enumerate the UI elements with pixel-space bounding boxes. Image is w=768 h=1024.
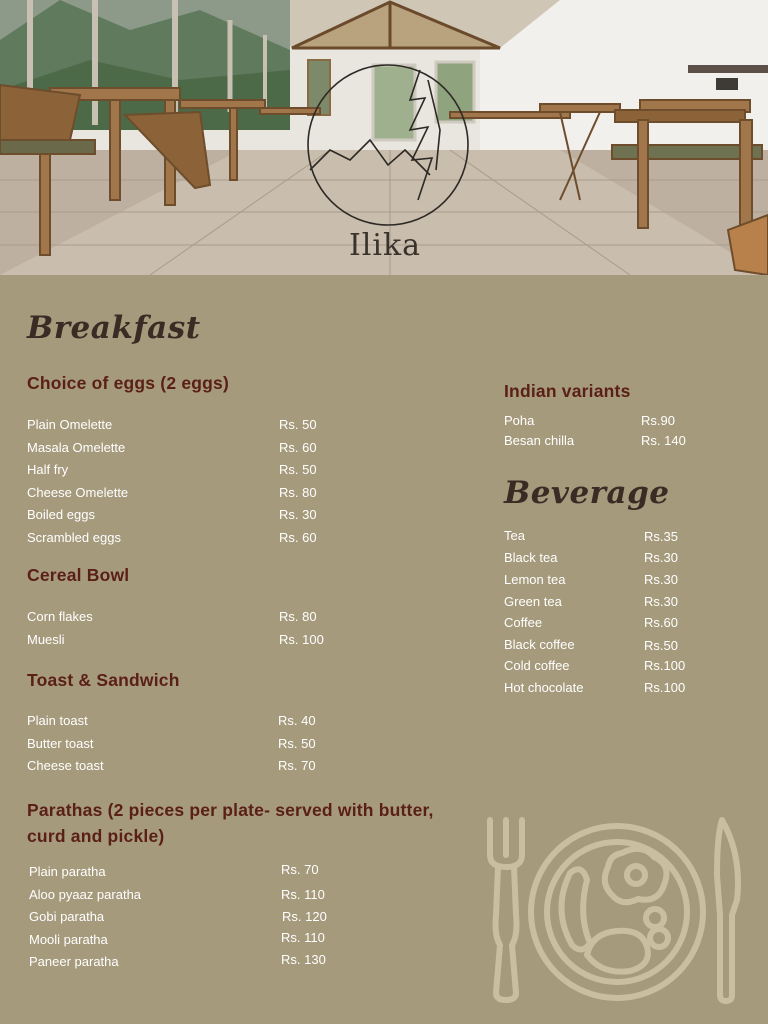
- item-price: Rs. 70: [278, 758, 316, 773]
- indian-variants-title: Indian variants: [504, 381, 631, 401]
- item-price: Rs.100: [644, 680, 686, 695]
- item-name: Scrambled eggs: [27, 529, 121, 545]
- indian-variants-list: [504, 413, 744, 453]
- cereal-section-title: Cereal Bowl: [27, 565, 130, 585]
- item-name: Aloo pyaaz paratha: [29, 886, 142, 902]
- plate-fork-knife-icon: [482, 815, 747, 1010]
- menu-item: [504, 433, 744, 453]
- beverage-list: [504, 528, 744, 702]
- item-price: Rs. 110: [281, 929, 325, 945]
- menu-item: [27, 736, 387, 759]
- hero-restaurant-photo: [0, 0, 768, 275]
- item-price: Rs. 50: [279, 417, 317, 432]
- item-price: Rs. 110: [281, 886, 325, 902]
- toast-section-title: Toast & Sandwich: [27, 670, 180, 690]
- item-name: Black coffee: [504, 637, 575, 652]
- item-name: Plain Omelette: [27, 417, 113, 432]
- item-price: Rs. 50: [278, 735, 316, 751]
- item-name: Corn flakes: [27, 609, 93, 624]
- item-name: Butter toast: [27, 735, 94, 751]
- menu-item: [504, 594, 744, 615]
- beverage-title: Beverage: [504, 475, 670, 511]
- menu-item: [504, 658, 744, 680]
- item-price: Rs. 100: [279, 631, 324, 647]
- item-price: Rs. 140: [641, 433, 686, 448]
- menu-item: [504, 413, 744, 433]
- eggs-list: [27, 417, 387, 552]
- menu-item: [29, 929, 389, 955]
- item-name: Muesli: [27, 631, 65, 647]
- menu-item: [27, 632, 387, 655]
- item-name: Hot chocolate: [504, 680, 584, 695]
- item-name: Paneer paratha: [29, 954, 119, 969]
- breakfast-title: Breakfast: [27, 310, 201, 346]
- item-price: Rs.30: [644, 572, 678, 587]
- item-price: Rs. 70: [281, 862, 319, 877]
- item-name: Besan chilla: [504, 433, 575, 448]
- menu-item: [29, 909, 389, 932]
- parathas-section-title: Parathas (2 pieces per plate- served with butter, curd and pickle): [27, 800, 434, 846]
- item-price: Rs.100: [644, 658, 686, 673]
- menu-item: [27, 417, 387, 440]
- item-name: Black tea: [504, 550, 558, 565]
- item-name: Mooli paratha: [29, 931, 108, 947]
- menu-item: [29, 887, 389, 910]
- item-name: Lemon tea: [504, 572, 566, 587]
- menu-item: [504, 528, 744, 550]
- menu-item: [27, 507, 387, 530]
- item-price: Rs.90: [641, 413, 675, 428]
- toast-list: [27, 713, 387, 781]
- item-price: Rs.50: [644, 638, 678, 653]
- item-name: Gobi paratha: [29, 909, 105, 924]
- item-price: Rs. 40: [278, 713, 316, 728]
- parathas-list: [29, 864, 389, 977]
- item-price: Rs.30: [644, 550, 678, 565]
- menu-item: [27, 609, 387, 632]
- menu-item: [504, 615, 744, 637]
- item-price: Rs. 30: [279, 507, 317, 522]
- item-price: Rs. 80: [279, 609, 317, 624]
- eggs-section-title: Choice of eggs (2 eggs): [27, 373, 229, 393]
- item-name: Half fry: [27, 462, 69, 477]
- menu-item: [27, 530, 387, 553]
- menu-item: [504, 680, 744, 702]
- item-price: Rs. 60: [279, 529, 317, 545]
- menu-item: [27, 440, 387, 463]
- menu-item: [504, 637, 744, 658]
- item-name: Cold coffee: [504, 658, 570, 673]
- menu-item: [27, 713, 387, 736]
- item-price: Rs.30: [644, 594, 678, 609]
- item-name: Cheese toast: [27, 758, 104, 773]
- menu-item: [504, 572, 744, 594]
- item-name: Masala Omelette: [27, 439, 126, 455]
- menu-item: [29, 954, 389, 977]
- item-name: Poha: [504, 413, 535, 428]
- item-name: Boiled eggs: [27, 507, 95, 522]
- item-price: Rs. 50: [279, 462, 317, 477]
- item-name: Plain toast: [27, 713, 88, 728]
- item-name: Cheese Omelette: [27, 484, 129, 500]
- item-name: Coffee: [504, 615, 543, 630]
- brand-logo-text: Ilika: [348, 228, 422, 263]
- item-price: Rs. 130: [281, 952, 326, 967]
- menu-item: [27, 462, 387, 485]
- item-price: Rs.60: [644, 615, 678, 630]
- menu-item: [27, 485, 387, 508]
- item-price: Rs. 80: [279, 484, 317, 500]
- menu-item: [504, 550, 744, 572]
- item-name: Tea: [504, 528, 525, 543]
- item-name: Green tea: [504, 594, 562, 609]
- item-price: Rs. 120: [282, 909, 327, 924]
- item-price: Rs.35: [644, 529, 678, 544]
- cereal-list: [27, 609, 387, 654]
- menu-item: [27, 758, 387, 781]
- item-price: Rs. 60: [279, 439, 317, 455]
- item-name: Plain paratha: [29, 864, 106, 879]
- menu-item: [29, 864, 389, 887]
